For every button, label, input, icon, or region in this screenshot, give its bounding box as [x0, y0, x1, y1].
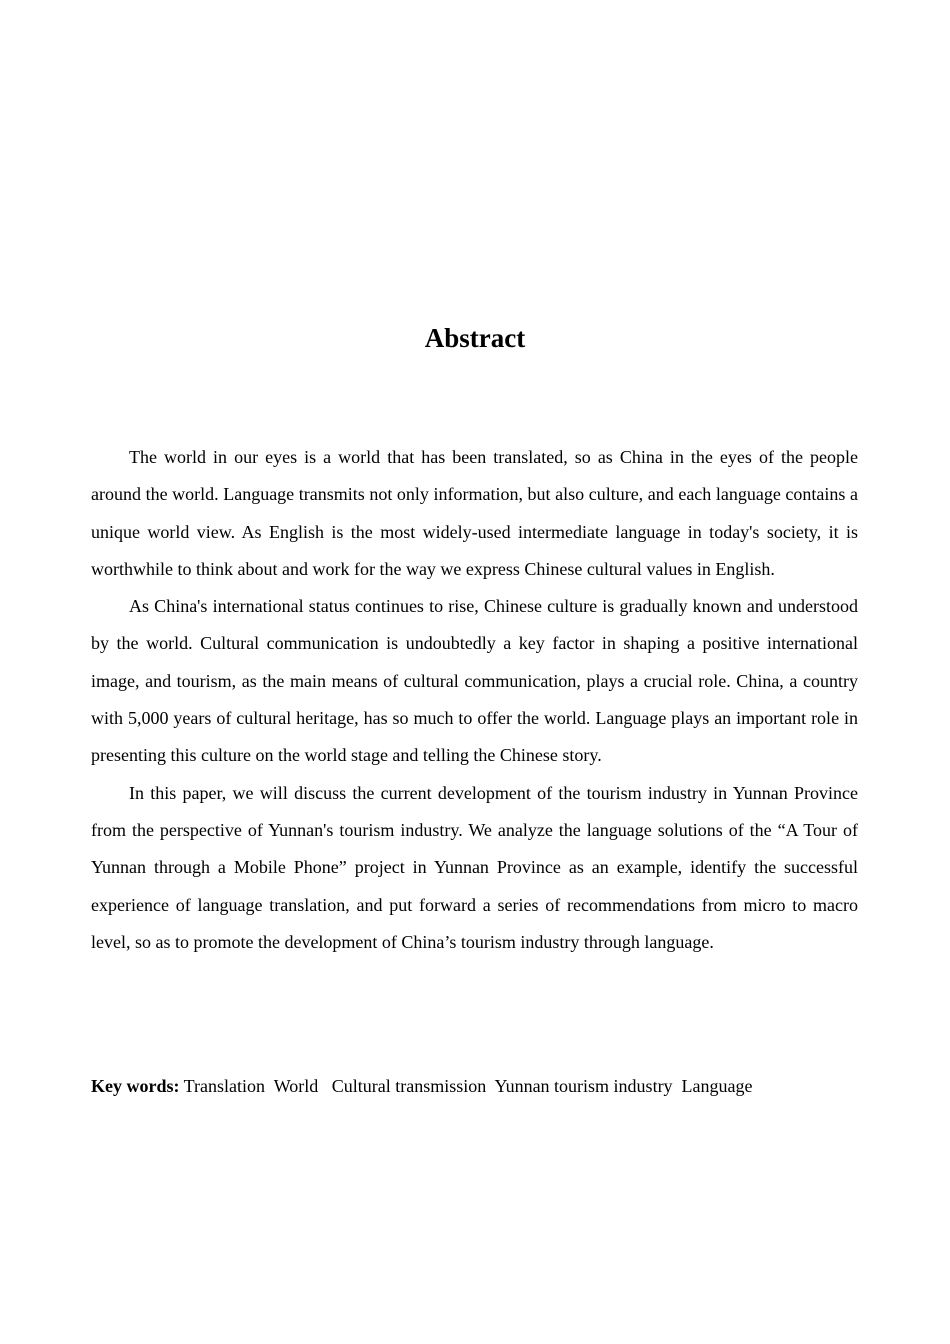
- abstract-paragraph-3: In this paper, we will discuss the current development of the tourism industry in Yunnan Province from the perspective of Yunnan's tourism industry. We analyze the language solutions of the “A Tour of Yunnan through a Mobile Phone” project in Yunnan Province as an example, identify the successful experience of language translation, and put forward a series of recommendations from micro to macro level, so as to promote the development of China’s tourism industry through language.: [91, 782, 858, 952]
- abstract-paragraph-1: The world in our eyes is a world that has been translated, so as China in the eyes of the people around the world. Language transmits not only information, but also culture, and each language contains a unique world view. As English is the most widely-used intermediate language in today's society, it is worthwhile to think about and work for the way we express Chinese cultural values in English.: [91, 447, 858, 579]
- abstract-paragraph-2: As China's international status continues to rise, Chinese culture is gradually known and understood by the world. Cultural communication is undoubtedly a key factor in shaping a positive international image, and tourism, as the main means of cultural communication, plays a crucial role. China, a country with 5,000 years of cultural heritage, has so much to offer the world. Language plays an important role in presenting this culture on the world stage and telling the Chinese story.: [91, 596, 858, 766]
- keywords-line: [91, 1068, 891, 1105]
- keywords-list: Translation World Cultural transmission Yunnan tourism industry Language: [179, 1076, 753, 1096]
- keywords-label: Key words:: [91, 1076, 180, 1096]
- abstract-title: Abstract: [424, 323, 526, 353]
- abstract-body: [91, 439, 858, 961]
